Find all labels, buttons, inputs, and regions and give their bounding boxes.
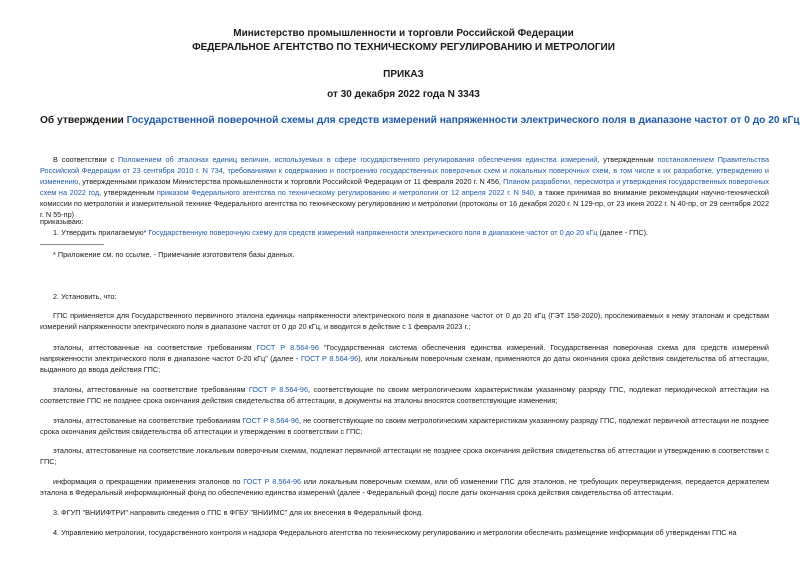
- info-text-1: информация о прекращении применения эталонов по: [53, 477, 244, 486]
- preamble-link-prikaz[interactable]: приказом Федерального агентства по техническому регулированию и метрологии от 12 апреля 2022 г. N 940: [156, 188, 534, 198]
- paragraph-gps-scope: ГПС применяется для Государственного первичного эталона единицы напряженности электрического поля в диапазоне частот от 0 до 20 кГц (ГЭТ 158-2020), прослеживаемых к нему эталонам и средствам измерений напряженности электрического поля в диапазоне частот от 0 до 20 кГц, и вводится в действие с 1 февраля 2023 г.;: [40, 311, 769, 332]
- item-1: [53, 227, 648, 238]
- item-2: 2. Установить, что:: [53, 292, 117, 301]
- preamble-text-6: , а также принимая во внимание рекомендации научно-технической комиссии по метрологии и измерительной технике Федерального агентства по техническому регулированию и метрологии (протоколы от 16 декабря 2020 г. N 129-пр, от 23 июня 2022 г. N 40-пр, от 29 сентября 2022 г. N 55-пр): [40, 188, 769, 220]
- doc-type: ПРИКАЗ: [383, 69, 424, 80]
- doc-date-number: от 30 декабря 2022 года N 3343: [327, 89, 480, 100]
- title-prefix: Об утверждении: [40, 115, 127, 126]
- preamble-text-3: ,: [222, 166, 228, 176]
- agency-name: ФЕДЕРАЛЬНОЕ АГЕНТСТВО ПО ТЕХНИЧЕСКОМУ РЕГУЛИРОВАНИЮ И МЕТРОЛОГИИ: [192, 42, 615, 53]
- preamble-text-4: , утвержденными приказом Министерства промышленности и торговли Российской Федерации от 11 февраля 2020 г. N 456,: [78, 177, 504, 187]
- info-gost-link[interactable]: ГОСТ Р 8.564-96: [243, 477, 302, 486]
- footnote-divider: [40, 244, 104, 245]
- etalons2-text-1: эталоны, аттестованные на соответствие требованиям: [53, 385, 249, 394]
- etalons3-text-1: эталоны, аттестованные на соответствие требованиям: [53, 416, 243, 425]
- preamble-text-1: В соответствии с: [53, 155, 119, 164]
- footnote-text: * Приложение см. по ссылке. - Примечание изготовителя базы данных.: [53, 250, 295, 259]
- preamble-text-5: , утвержденным: [99, 188, 157, 198]
- info-text-2: или локальным поверочным схемам, или об изменении ГПС для эталонов, не требующих переутверждения, передается держателем эталона в Федеральный информационный фонд по обеспечению единства измерений (далее - Федеральный фонд) после даты окончания срока действия свидетельства об аттестации.: [40, 477, 769, 498]
- etalons1-text-2: "Государственная система обеспечения единства измерений. Государственная поверочная схема для средств измерений напряженности электрического поля в диапазоне частот 0-20 кГц" (далее -: [40, 343, 769, 364]
- etalons2-gost-link[interactable]: ГОСТ Р 8.564-96: [248, 385, 309, 394]
- item-3: 3. ФГУП "ВНИИФТРИ" направить сведения о ГПС в ФГБУ "ВНИИМС" для их внесения в Федеральный фонд.: [53, 508, 424, 517]
- paragraph-etalons-3: [40, 415, 769, 437]
- preamble-link-trebovaniya[interactable]: требованиями к содержанию и построению государственных поверочных схем и локальных поверочных схем, в том числе к их разработке, утверждению и изменению: [40, 166, 769, 187]
- ministry-name: Министерство промышленности и торговли Российской Федерации: [233, 28, 574, 39]
- preamble-link-postanovlenie[interactable]: постановлением Правительства Российской Федерации от 23 сентября 2010 г. N 734: [40, 155, 770, 176]
- doc-title: [40, 114, 800, 127]
- paragraph-etalons-4: эталоны, аттестованные на соответствие локальным поверочным схемам, подлежат первичной аттестации не позднее срока окончания действия свидетельства об аттестации и утверждению в соответствии с ГПС;: [40, 446, 769, 467]
- paragraph-etalons-1: [40, 342, 769, 375]
- etalons3-text-2: , не соответствующие по своим метрологическим характеристикам указанному разряду ГПС, подлежат первичной аттестации не позднее срока окончания действия свидетельства об аттестации и утверждению в соответствии с ГПС;: [40, 416, 769, 437]
- preamble-paragraph: [40, 154, 769, 221]
- item1-gps-link[interactable]: Государственную поверочную схему для средств измерений напряженности электрического поля в диапазоне частот от 0 до 20 кГц: [148, 228, 598, 237]
- item1-text-1: 1. Утвердить прилагаемую*: [53, 228, 149, 237]
- etalons1-text-1: эталоны, аттестованные на соответствие требованиям: [53, 343, 257, 352]
- etalons1-gost-link-1[interactable]: ГОСТ Р 8.564-96: [256, 343, 319, 352]
- etalons1-gost-link-2[interactable]: ГОСТ Р 8.564-96: [300, 354, 359, 364]
- etalons3-gost-link[interactable]: ГОСТ Р 8.564-96: [242, 416, 299, 425]
- preamble-link-plan[interactable]: Планом разработки, пересмотра и утверждения государственных поверочных схем на 2022 год: [40, 177, 770, 198]
- order-word: приказываю:: [40, 217, 84, 226]
- item1-text-2: (далее - ГПС).: [597, 228, 649, 237]
- item-4: 4. Управлению метрологии, государственного контроля и надзора Федерального агентства по техническому регулированию и метрологии обеспечить размещение информации об утверждении ГПС на: [53, 528, 737, 537]
- preamble-link-polozhenie[interactable]: Положением об эталонах единиц величин, используемых в сфере государственного регулирования обеспечения единства измерений: [118, 155, 598, 164]
- etalons2-text-2: , соответствующие по своим метрологическим характеристикам указанному разряду ГПС, подлежат периодической аттестации на соответствие ГПС не позднее срока окончания действия свидетельства об аттестации, в документы на эталоны вносятся соответствующие изменения;: [40, 385, 769, 406]
- paragraph-etalons-2: [40, 384, 769, 406]
- etalons1-text-3: ), или локальным поверочным схемам, применяются до даты окончания срока действия свидетельства об аттестации, выданного до ввода действия ГПС;: [40, 354, 769, 375]
- title-link[interactable]: Государственной поверочной схемы для средств измерений напряженности электрического поля в диапазоне частот от 0 до 20 кГц: [126, 115, 800, 126]
- preamble-text-2: , утвержденным: [597, 155, 658, 164]
- paragraph-info: [40, 476, 769, 498]
